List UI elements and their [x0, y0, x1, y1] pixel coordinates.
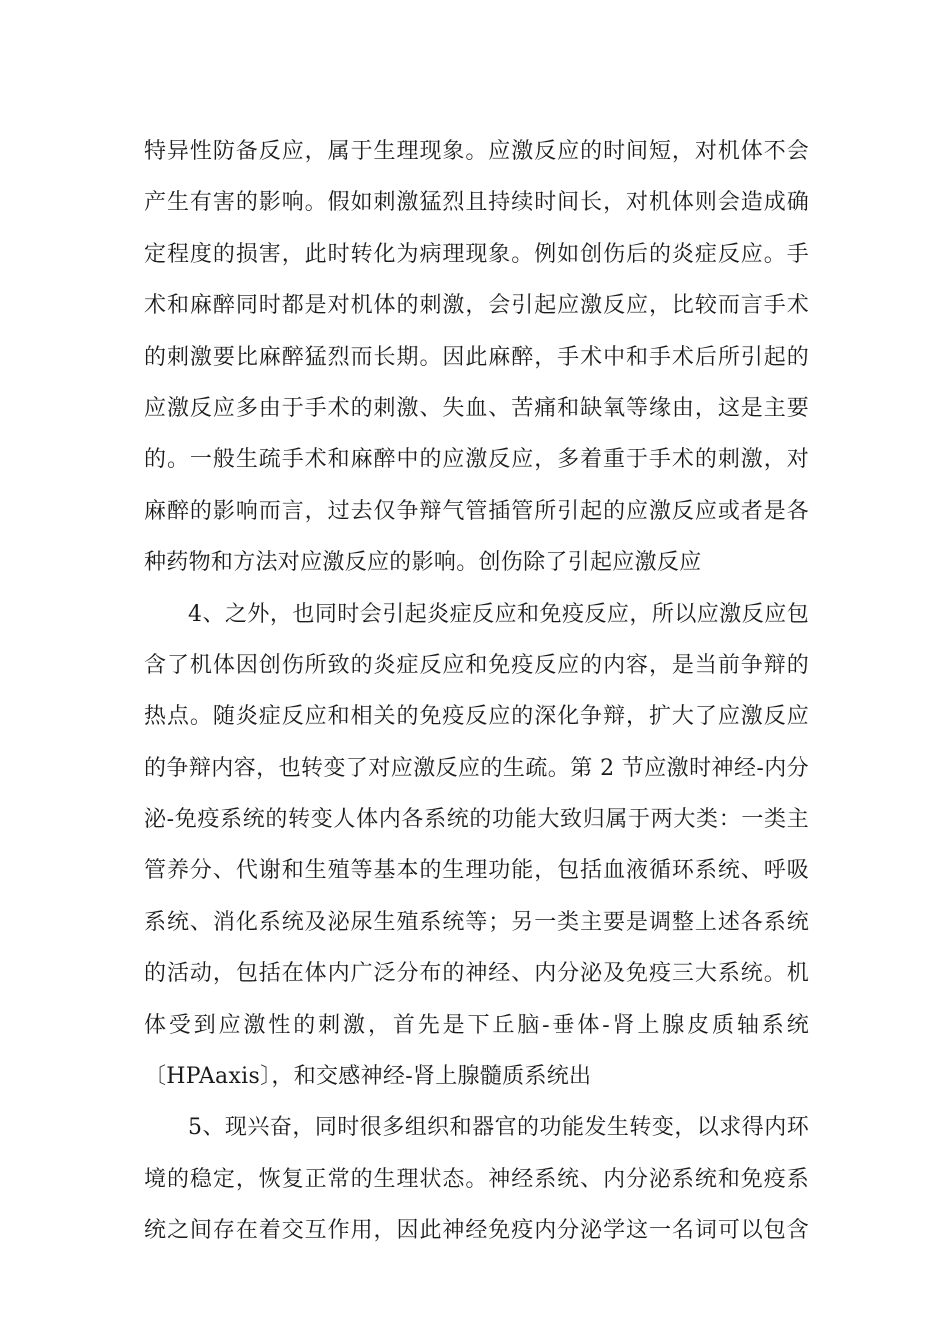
text-line: 种药物和方法对应激反应的影响。创伤除了引起应激反应 [144, 550, 702, 576]
text-line: 管养分、代谢和生殖等基本的生理功能，包括血液循环系统、呼吸 [144, 858, 809, 884]
text-line: 含了机体因创伤所致的炎症反应和免疫反应的内容，是当前争辩的 [144, 652, 809, 678]
text-line: 〔HPAaxis〕，和交感神经-肾上腺髓质系统出 [144, 1064, 592, 1090]
paragraph-start-line: 4、之外，也同时会引起炎症反应和免疫反应，所以应激反应包 [188, 601, 809, 627]
body-text [144, 131, 809, 1262]
text-line: 的争辩内容，也转变了对应激反应的生疏。第 2 节应激时神经-内分 [144, 755, 809, 781]
text-line: 的。一般生疏手术和麻醉中的应激反应，多着重于手术的刺激，对 [144, 447, 809, 473]
text-line: 热点。随炎症反应和相关的免疫反应的深化争辩，扩大了应激反应 [144, 704, 809, 730]
text-line: 麻醉的影响而言，过去仅争辩气管插管所引起的应激反应或者是各 [144, 498, 809, 524]
text-line: 统之间存在着交互作用，因此神经免疫内分泌学这一名词可以包含 [144, 1218, 809, 1244]
text-line: 定程度的损害，此时转化为病理现象。例如创伤后的炎症反应。手 [144, 241, 809, 267]
text-line: 产生有害的影响。假如刺激猛烈且持续时间长，对机体则会造成确 [144, 190, 809, 216]
text-line: 特异性防备反应，属于生理现象。应激反应的时间短，对机体不会 [144, 139, 809, 164]
text-line: 术和麻醉同时都是对机体的刺激，会引起应激反应，比较而言手术 [144, 293, 809, 319]
text-line: 体受到应激性的刺激，首先是下丘脑-垂体-肾上腺皮质轴系统 [144, 1012, 809, 1038]
paragraph-start-line: 5、现兴奋，同时很多组织和器官的功能发生转变，以求得内环 [188, 1115, 809, 1141]
text-line: 的刺激要比麻醉猛烈而长期。因此麻醉，手术中和手术后所引起的 [144, 344, 809, 370]
text-line: 系统、消化系统及泌尿生殖系统等；另一类主要是调整上述各系统 [144, 909, 809, 935]
text-line: 应激反应多由于手术的刺激、失血、苦痛和缺氧等缘由，这是主要 [144, 395, 809, 421]
text-line: 境的稳定，恢复正常的生理状态。神经系统、内分泌系统和免疫系 [144, 1166, 809, 1192]
text-line: 的活动，包括在体内广泛分布的神经、内分泌及免疫三大系统。机 [144, 961, 809, 987]
text-line: 泌-免疫系统的转变人体内各系统的功能大致归属于两大类：一类主 [144, 807, 809, 833]
